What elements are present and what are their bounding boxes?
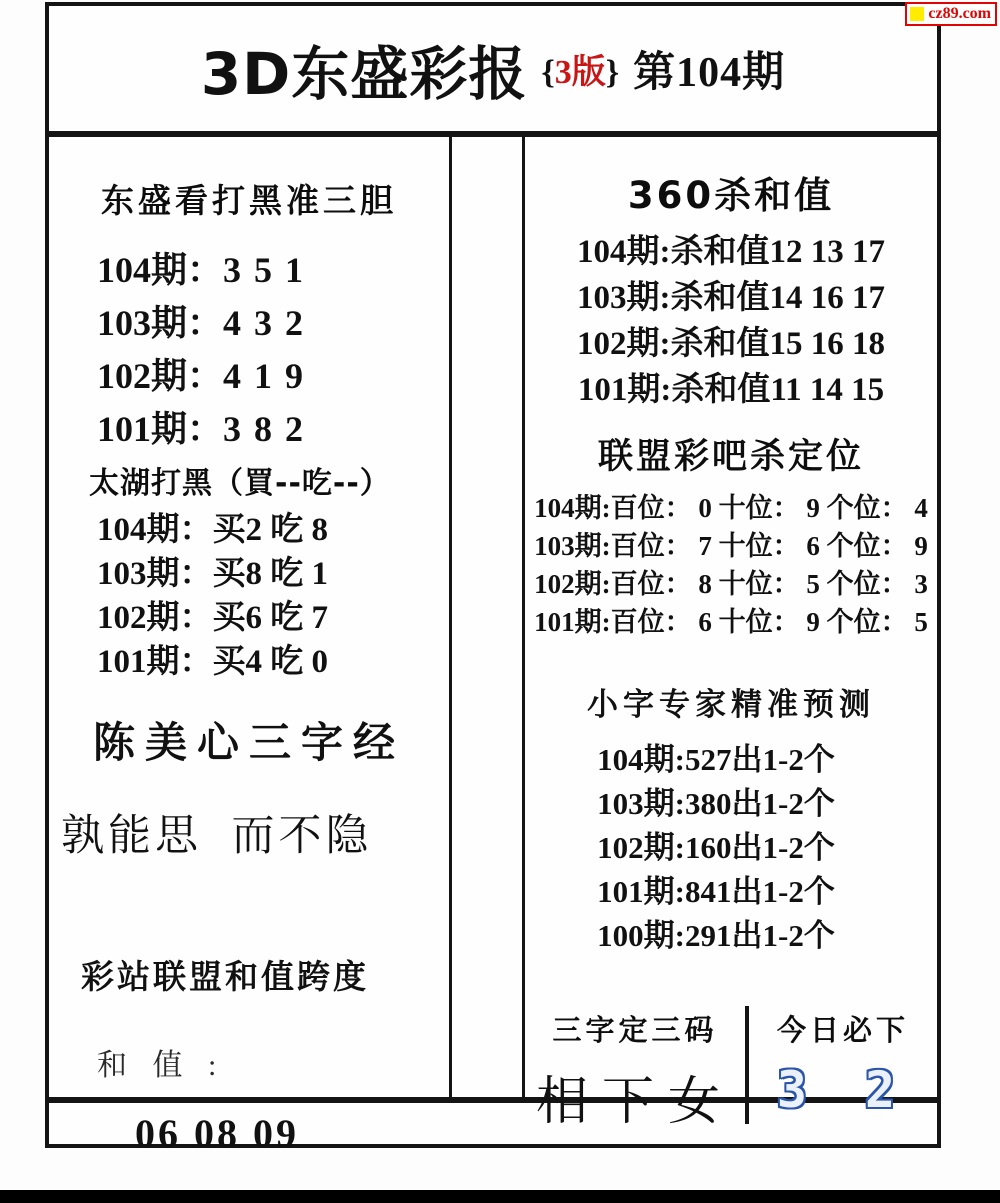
period-row: 104期:527出1-2个	[597, 742, 835, 777]
period-row: 102期：买6 吃 7	[97, 600, 328, 636]
period-row: 102期:杀和值15 16 18	[577, 326, 885, 362]
period-row: 104期:百位： 0 十位： 9 个位： 4	[534, 493, 928, 523]
period-row: 102期:160出1-2个	[597, 830, 835, 865]
sanzijing-verse: 孰能思 而不隐	[61, 813, 373, 860]
empty-gutter-column	[449, 137, 525, 1097]
period-row: 101期：3 8 2	[97, 409, 304, 449]
period-row: 101期:841出1-2个	[597, 874, 835, 909]
period-row: 103期：买8 吃 1	[97, 556, 328, 592]
section-sha360-rows	[525, 229, 937, 413]
yellow-square-icon	[910, 7, 924, 21]
issue-number: 第104期	[633, 49, 786, 96]
edition-tag	[541, 44, 619, 93]
section-xiaozi-heading: 小字专家精准预测	[587, 687, 875, 722]
section-dan-heading: 东盛看打黑准三胆	[101, 181, 397, 220]
edition-number: 3版	[554, 54, 606, 91]
period-row: 104期:杀和值12 13 17	[577, 234, 885, 270]
hezhi-values: 06 08 09	[135, 1111, 299, 1156]
period-row: 101期:杀和值11 14 15	[577, 372, 885, 408]
section-taihu-heading: 太湖打黑（買--吃--）	[89, 466, 391, 501]
section-sha360-heading: 360杀和值	[627, 174, 835, 217]
site-watermark-badge	[905, 2, 997, 26]
section-hezhi-heading: 彩站联盟和值跨度	[81, 960, 369, 996]
period-row: 103期：4 3 2	[97, 303, 304, 343]
main-frame	[45, 2, 941, 1156]
paper-title: 3D东盛彩报	[200, 39, 528, 108]
left-column	[49, 137, 449, 1156]
section-dan-rows	[49, 244, 449, 456]
right-column	[525, 137, 937, 1131]
period-row: 102期：4 1 9	[97, 356, 304, 396]
period-row: 101期：买4 吃 0	[97, 644, 328, 680]
three-char-value: 相下女	[535, 1074, 734, 1131]
section-taihu-rows	[49, 508, 449, 684]
section-prediction-bottom	[525, 1000, 937, 1131]
period-row: 101期:百位： 6 十位： 9 个位： 5	[534, 607, 928, 637]
masthead	[49, 6, 937, 137]
today-must-cell	[749, 1000, 937, 1128]
hezhi-label: 和 值 :	[97, 1049, 226, 1082]
section-sanzijing-heading: 陈美心三字经	[92, 721, 405, 767]
section-dingwei-rows	[525, 489, 937, 641]
period-row: 100期:291出1-2个	[597, 918, 835, 953]
content-columns	[49, 137, 937, 1156]
three-char-cell	[525, 1000, 745, 1131]
period-row: 103期:杀和值14 16 17	[577, 280, 885, 316]
page-bottom-black-bar	[0, 1190, 1000, 1203]
period-row: 104期：买2 吃 8	[97, 512, 328, 548]
section-dingwei-heading: 联盟彩吧杀定位	[597, 437, 864, 477]
three-char-heading: 三字定三码	[552, 1013, 718, 1047]
period-row: 103期:380出1-2个	[597, 786, 835, 821]
edition-brace-close: }	[605, 54, 620, 91]
section-xiaozi-rows	[525, 738, 937, 958]
today-must-heading: 今日必下	[776, 1013, 909, 1047]
period-row: 103期:百位： 7 十位： 6 个位： 9	[534, 531, 928, 561]
period-row: 104期：3 5 1	[97, 250, 304, 290]
site-url: cz89.com	[928, 5, 991, 22]
period-row: 102期:百位： 8 十位： 5 个位： 3	[534, 569, 928, 599]
today-must-value: 3 2	[776, 1061, 910, 1119]
edition-brace-open: {	[541, 54, 555, 91]
